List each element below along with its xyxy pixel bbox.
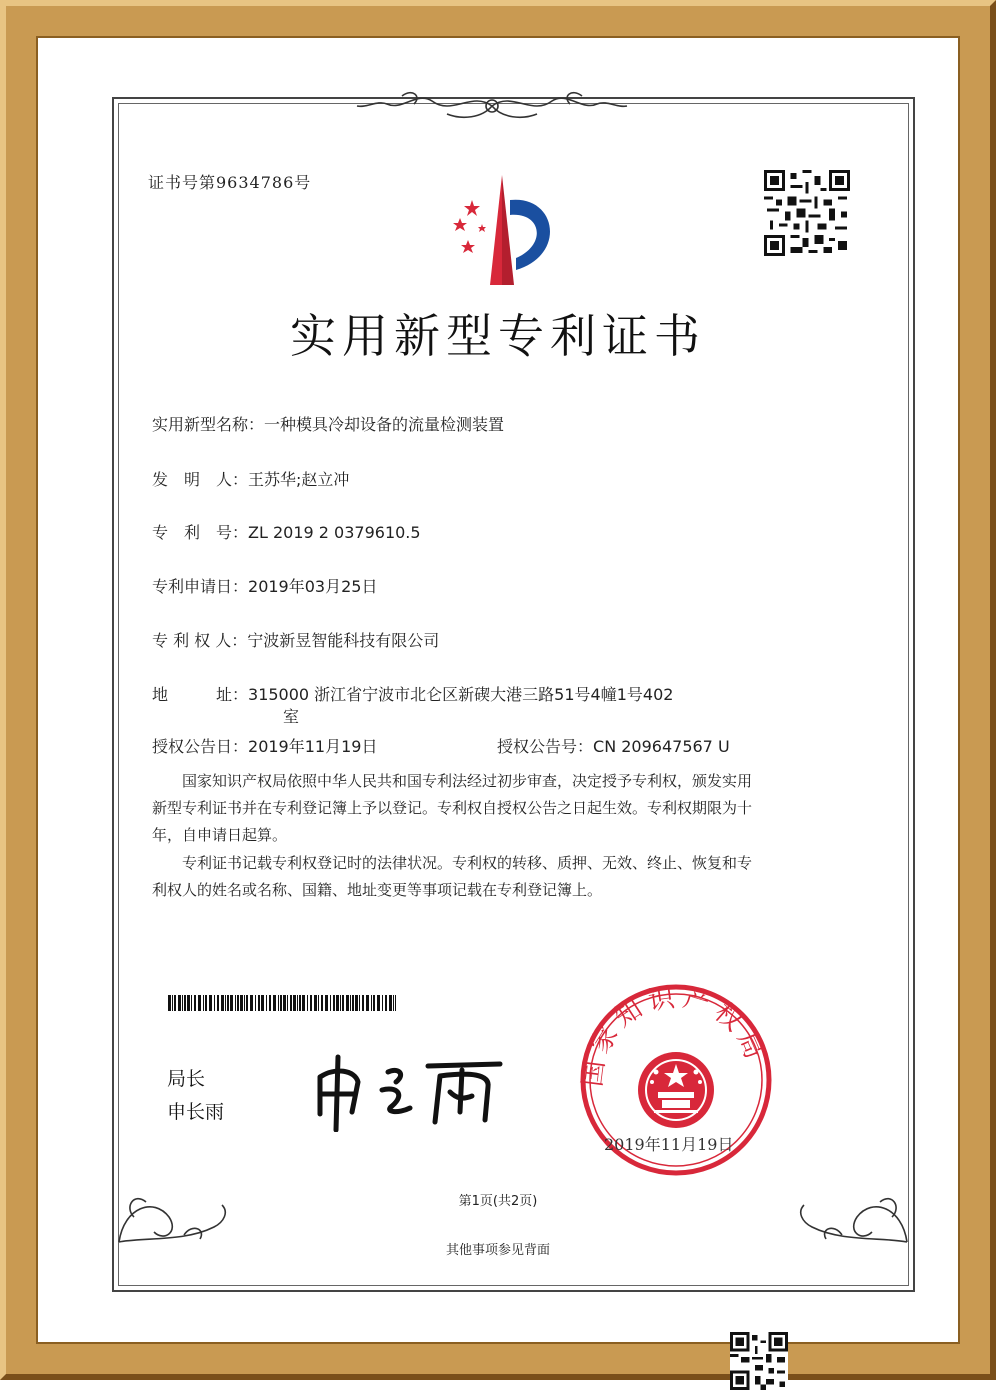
body-paragraph-2 xyxy=(152,850,852,904)
body-paragraph-1 xyxy=(152,768,852,849)
director-signature xyxy=(300,1042,530,1132)
body-line: 国家知识产权局依照中华人民共和国专利法经过初步审查，决定授予专利权，颁发实用 xyxy=(182,772,753,790)
patent-office-logo-icon xyxy=(432,160,572,300)
field-label: 发 明 人： xyxy=(152,470,249,489)
field-value: 一种模具冷却设备的流量检测装置 xyxy=(264,415,505,434)
field-filing-date xyxy=(152,574,377,597)
field-grant-date xyxy=(152,734,377,757)
field-value: 315000 浙江省宁波市北仑区新碶大港三路51号4幢1号402 xyxy=(248,685,674,704)
field-label: 专利申请日： xyxy=(152,577,249,596)
field-value: 王苏华;赵立冲 xyxy=(248,470,350,489)
field-grant-number xyxy=(497,734,730,757)
field-inventor xyxy=(152,467,349,490)
certificate-number: 证书号第9634786号 xyxy=(148,173,312,192)
field-address xyxy=(152,682,673,705)
field-value: ZL 2019 2 0379610.5 xyxy=(248,523,421,542)
field-label: 实用新型名称： xyxy=(152,415,265,434)
back-note: 其他事项参见背面 xyxy=(445,1243,550,1258)
field-patentee xyxy=(152,628,439,651)
field-utility-model-name xyxy=(152,412,504,435)
body-line: 年，自申请日起算。 xyxy=(152,826,288,844)
top-ornament xyxy=(342,86,642,126)
field-label: 授权公告日： xyxy=(152,737,249,756)
certificate-title: 实用新型专利证书 xyxy=(290,309,706,363)
field-label: 专 利 号： xyxy=(152,523,249,542)
field-label: 授权公告号： xyxy=(497,737,594,756)
field-label: 地 址： xyxy=(152,685,249,704)
director-title: 局长 xyxy=(167,1068,206,1090)
body-line: 新型专利证书并在专利登记簿上予以登记。专利权自授权公告之日起生效。专利权期限为十 xyxy=(152,799,753,817)
qr-code-icon xyxy=(764,170,850,256)
field-address-line2: 室 xyxy=(283,707,300,726)
certificate-paper xyxy=(42,42,954,1338)
field-value: 2019年11月19日 xyxy=(248,737,378,756)
qr-code-small-icon xyxy=(730,1332,788,1390)
field-label: 专 利 权 人： xyxy=(152,631,248,650)
body-line: 利权人的姓名或名称、国籍、地址变更等事项记载在专利登记簿上。 xyxy=(152,881,603,899)
field-patent-number xyxy=(152,520,421,543)
svg-text:国家知识产权局: 国家知识产权局 xyxy=(577,982,772,1089)
body-line: 专利证书记载专利权登记时的法律状况。专利权的转移、质押、无效、终止、恢复和专 xyxy=(182,854,753,872)
field-value: 宁波新昱智能科技有限公司 xyxy=(247,631,440,650)
seal-date: 2019年11月19日 xyxy=(604,1135,734,1154)
barcode-icon xyxy=(168,995,396,1011)
field-value: 2019年03月25日 xyxy=(248,577,378,596)
field-value: CN 209647567 U xyxy=(593,737,730,756)
director-name: 申长雨 xyxy=(167,1101,225,1123)
page-number: 第1页(共2页) xyxy=(458,1194,538,1209)
